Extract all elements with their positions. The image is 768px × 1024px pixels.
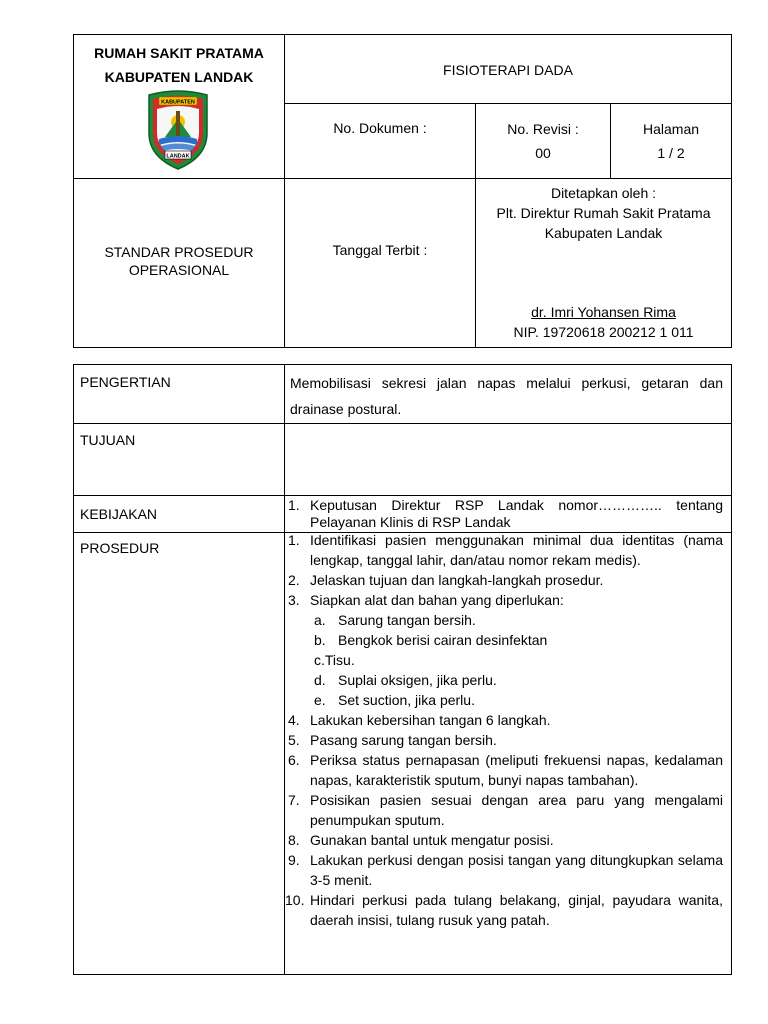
list-number: 6. <box>288 752 300 768</box>
list-text: Identifikasi pasien menggunakan minimal dua identitas (nama lengkap, tanggal lahir, dan/atau nomor rekam medis). <box>310 532 723 568</box>
logo-top-text: KABUPATEN <box>161 99 195 106</box>
signer-name: dr. Imri Yohansen Rima <box>531 304 676 320</box>
list-number: 3. <box>288 592 300 608</box>
list-number: 7. <box>288 792 300 808</box>
list-text: Periksa status pernapasan (meliputi frekuensi napas, kedalaman napas, karakteristik sputum, bunyi napas tambahan). <box>310 752 723 788</box>
prosedur-label: PROSEDUR <box>80 540 160 556</box>
pengertian-label: PENGERTIAN <box>80 374 171 390</box>
document-title: FISIOTERAPI DADA <box>443 62 573 78</box>
list-text: Pasang sarung tangan bersih. <box>310 732 497 748</box>
list-letter: a. <box>314 612 326 628</box>
revision-label: No. Revisi : <box>507 121 579 137</box>
prosedur-item <box>285 530 723 570</box>
regency-logo <box>143 89 213 171</box>
logo-bottom-text: LANDAK <box>166 153 190 160</box>
list-number: 4. <box>288 712 300 728</box>
prosedur-list <box>285 530 723 930</box>
prosedur-item <box>285 570 723 590</box>
list-text: Tisu. <box>324 652 355 668</box>
approved-by-institution: Kabupaten Landak <box>544 225 663 241</box>
prosedur-item <box>285 850 723 890</box>
prosedur-item <box>285 730 723 750</box>
list-text: Suplai oksigen, jika perlu. <box>338 672 497 688</box>
list-number: 5. <box>288 732 300 748</box>
prosedur-item <box>285 790 723 830</box>
sop-label-line1: STANDAR PROSEDUR <box>104 244 254 260</box>
list-text: Keputusan Direktur RSP Landak nomor………….. tentang Pelayanan Klinis di RSP Landak <box>310 497 723 530</box>
prosedur-item <box>285 590 723 610</box>
kebijakan-label: KEBIJAKAN <box>80 506 158 522</box>
org-name-line2: KABUPATEN LANDAK <box>104 69 254 85</box>
list-number: 8. <box>288 832 300 848</box>
list-text: Jelaskan tujuan dan langkah-langkah prosedur. <box>310 572 604 588</box>
prosedur-sub-item <box>285 630 723 650</box>
list-text: Sarung tangan bersih. <box>338 612 476 628</box>
prosedur-sub-item <box>285 650 723 670</box>
prosedur-sub-item <box>285 690 723 710</box>
list-letter: e. <box>314 692 326 708</box>
tujuan-label: TUJUAN <box>80 432 136 448</box>
kebijakan-item <box>285 497 723 531</box>
prosedur-item <box>285 710 723 730</box>
list-text: Hindari perkusi pada tulang belakang, ginjal, payudara wanita, daerah insisi, tulang rusuk yang patah. <box>310 892 723 928</box>
list-letter: d. <box>314 672 326 688</box>
issued-date-label: Tanggal Terbit : <box>332 242 428 258</box>
pengertian-text: Memobilisasi sekresi jalan napas melalui perkusi, getaran dan drainase postural. <box>290 375 723 417</box>
list-number: 1. <box>288 497 300 513</box>
list-text: Siapkan alat dan bahan yang diperlukan: <box>310 592 564 608</box>
list-text: Lakukan perkusi dengan posisi tangan yang ditungkupkan selama 3-5 menit. <box>310 852 723 888</box>
list-text: Lakukan kebersihan tangan 6 langkah. <box>310 712 551 728</box>
kebijakan-list <box>285 497 723 531</box>
doc-number-label: No. Dokumen : <box>333 120 427 136</box>
list-number: 9. <box>288 852 300 868</box>
page-value: 1 / 2 <box>657 145 685 161</box>
list-letter: c. <box>314 652 325 668</box>
signer-nip: NIP. 19720618 200212 1 011 <box>513 324 694 340</box>
list-text: Bengkok berisi cairan desinfektan <box>338 632 548 648</box>
list-letter: b. <box>314 632 326 648</box>
list-text: Set suction, jika perlu. <box>338 692 475 708</box>
prosedur-item <box>285 830 723 850</box>
sop-label-line2: OPERASIONAL <box>128 262 230 278</box>
list-text: Gunakan bantal untuk mengatur posisi. <box>310 832 554 848</box>
list-number: 2. <box>288 572 300 588</box>
list-number: 10. <box>285 892 305 908</box>
page-label: Halaman <box>642 121 700 137</box>
list-text: Posisikan pasien sesuai dengan area paru yang mengalami penumpukan sputum. <box>310 792 723 828</box>
prosedur-item <box>285 750 723 790</box>
prosedur-sub-item <box>285 670 723 690</box>
approved-by-position: Plt. Direktur Rumah Sakit Pratama <box>496 205 711 221</box>
prosedur-item <box>285 890 723 930</box>
org-name-line1: RUMAH SAKIT PRATAMA <box>94 45 264 61</box>
revision-value: 00 <box>535 145 551 161</box>
prosedur-sub-item <box>285 610 723 630</box>
approved-by-label: Ditetapkan oleh : <box>550 185 657 201</box>
list-number: 1. <box>288 532 300 548</box>
